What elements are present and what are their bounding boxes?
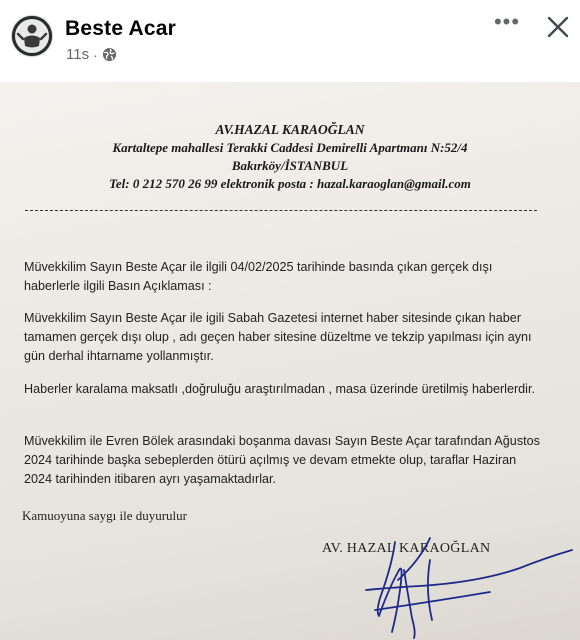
more-options-icon[interactable]: •••: [493, 9, 521, 34]
document-paragraph: Müvekkilim Sayın Beste Açar ile ilgili 04/02/2025 tarihinde basında çıkan gerçek dışı haberlerle ilgili Basın Açıklaması :: [24, 260, 493, 293]
letterhead-address: Kartaltepe mahallesi Terakki Caddesi Demirelli Apartmanı N:52/4: [112, 140, 468, 155]
document-signer: AV. HAZAL KARAOĞLAN: [322, 541, 491, 556]
letterhead-divider: [25, 210, 537, 211]
letterhead-name: AV.HAZAL KARAOĞLAN: [215, 122, 365, 137]
document-closing: Kamuoyuna saygı ile duyurulur: [22, 508, 187, 523]
letterhead-contact: Tel: 0 212 570 26 99 elektronik posta : hazal.karaoglan@gmail.com: [109, 176, 471, 191]
close-icon[interactable]: [543, 12, 573, 42]
globe-icon[interactable]: [102, 47, 117, 62]
avatar[interactable]: [12, 16, 52, 56]
post-header: [0, 0, 580, 80]
post-time[interactable]: 11s: [66, 46, 90, 63]
signature-image: [280, 520, 580, 640]
document-paragraph: Haberler karalama maksatlı ,doğruluğu araştırılmadan , masa üzerinde üretilmiş haberlerdir.: [24, 382, 535, 396]
post-author-name[interactable]: Beste Acar: [65, 17, 176, 40]
document-paragraph: Müvekkilim ile Evren Bölek arasındaki boşanma davası Sayın Beste Açar tarafından Ağustos 2024 tarihinde başka sebeplerden ötürü açılmış ve devam etmekte olup, taraflar Haziran 2024 tarihinden itibaren ayrı yaşamaktadırlar.: [24, 434, 540, 486]
post-meta: [66, 46, 117, 63]
letterhead-city: Bakırköy/İSTANBUL: [231, 158, 349, 173]
avatar-image: [12, 16, 52, 56]
meta-separator: ·: [93, 46, 98, 63]
document-paragraph: Müvekkilim Sayın Beste Açar ile igili Sabah Gazetesi internet haber sitesinde çıkan haber tamamen gerçek dışı olup , adı geçen haber sitesine düzeltme ve tekzip yapılması için aynı gün derhal ihtarname yollanmıştır.: [24, 311, 532, 363]
